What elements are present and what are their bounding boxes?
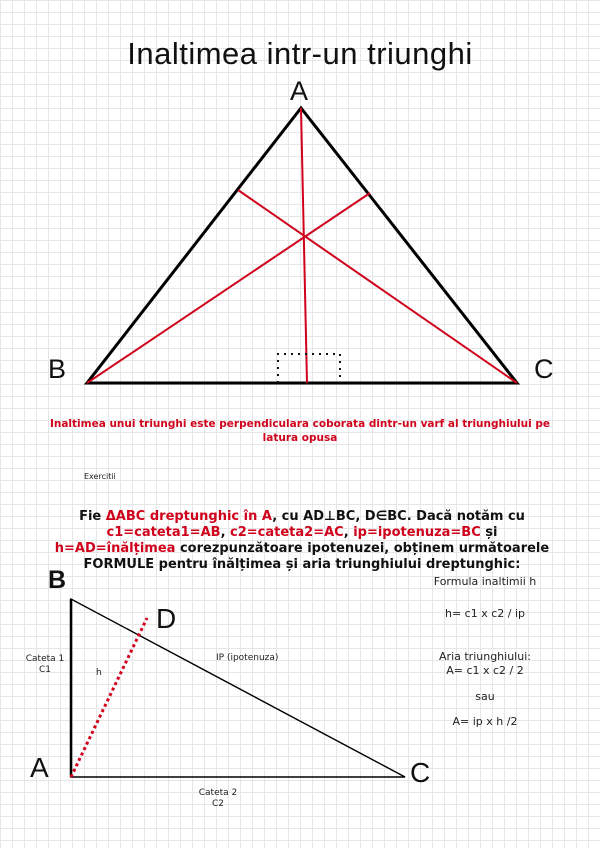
cateta2-line1: Cateta 2 xyxy=(198,788,238,798)
rt-vertex-c-label: C xyxy=(410,757,431,788)
height-definition: Inaltimea unui triunghi este perpendiculara coborata dintr-un varf al triunghiului pe latura opusa xyxy=(49,418,551,444)
rt-vertex-b-label: B xyxy=(48,566,67,594)
height-formula: h= c1 x c2 / ip xyxy=(444,607,526,620)
height-ad xyxy=(71,618,147,777)
right-triangle-abc xyxy=(71,599,405,777)
cateta1-line1: Cateta 1 xyxy=(25,654,65,664)
exercise-statement xyxy=(52,509,552,573)
rt-vertex-a-label: A xyxy=(30,752,49,783)
cateta2-label xyxy=(188,788,248,810)
statement-part: , xyxy=(220,525,231,540)
statement-highlight-triangle: ΔABC dreptunghic în A xyxy=(105,509,273,524)
height-formula-title: Formula inaltimii h xyxy=(433,575,537,588)
statement-highlight-c1: c1=cateta1=AB xyxy=(106,525,221,540)
cateta2-line2: C2 xyxy=(211,799,224,809)
statement-highlight-ip: ip=ipotenuza=BC xyxy=(353,525,481,540)
vertex-c-label: C xyxy=(534,354,554,384)
vertex-a-label: A xyxy=(290,76,309,106)
statement-highlight-c2: c2=cateta2=AC xyxy=(230,525,344,540)
cateta1-label xyxy=(18,654,72,676)
right-angle-marker xyxy=(278,354,340,383)
area-title: Aria triunghiului: xyxy=(439,650,531,663)
vertex-b-label: B xyxy=(48,354,67,384)
statement-part: , xyxy=(343,525,354,540)
height-from-c xyxy=(238,190,517,383)
statement-part: corezpunzătoare ipotenuzei, obținem următoarele FORMULE pentru înălțimea și aria triunghiului dreptunghic: xyxy=(83,541,550,572)
statement-part: și xyxy=(480,525,498,540)
exercises-label: Exercitii xyxy=(84,472,116,481)
height-label: h xyxy=(96,668,102,678)
or-label: sau xyxy=(475,690,495,703)
height-from-a xyxy=(301,108,307,383)
statement-highlight-h: h=AD=înălțimea xyxy=(54,541,176,556)
cateta1-line2: C1 xyxy=(38,665,51,675)
hypotenuse-label: IP (ipotenuza) xyxy=(216,653,279,663)
statement-part: , cu AD⊥BC, D∈BC. Dacă notăm cu xyxy=(272,509,525,524)
page-title: Inaltimea intr-un triunghi xyxy=(127,36,473,71)
area-formula-2: A= ip x h /2 xyxy=(452,715,518,728)
area-formula-1: A= c1 x c2 / 2 xyxy=(446,664,524,677)
statement-part: Fie xyxy=(79,509,106,524)
rt-vertex-d-label: D xyxy=(156,603,177,634)
